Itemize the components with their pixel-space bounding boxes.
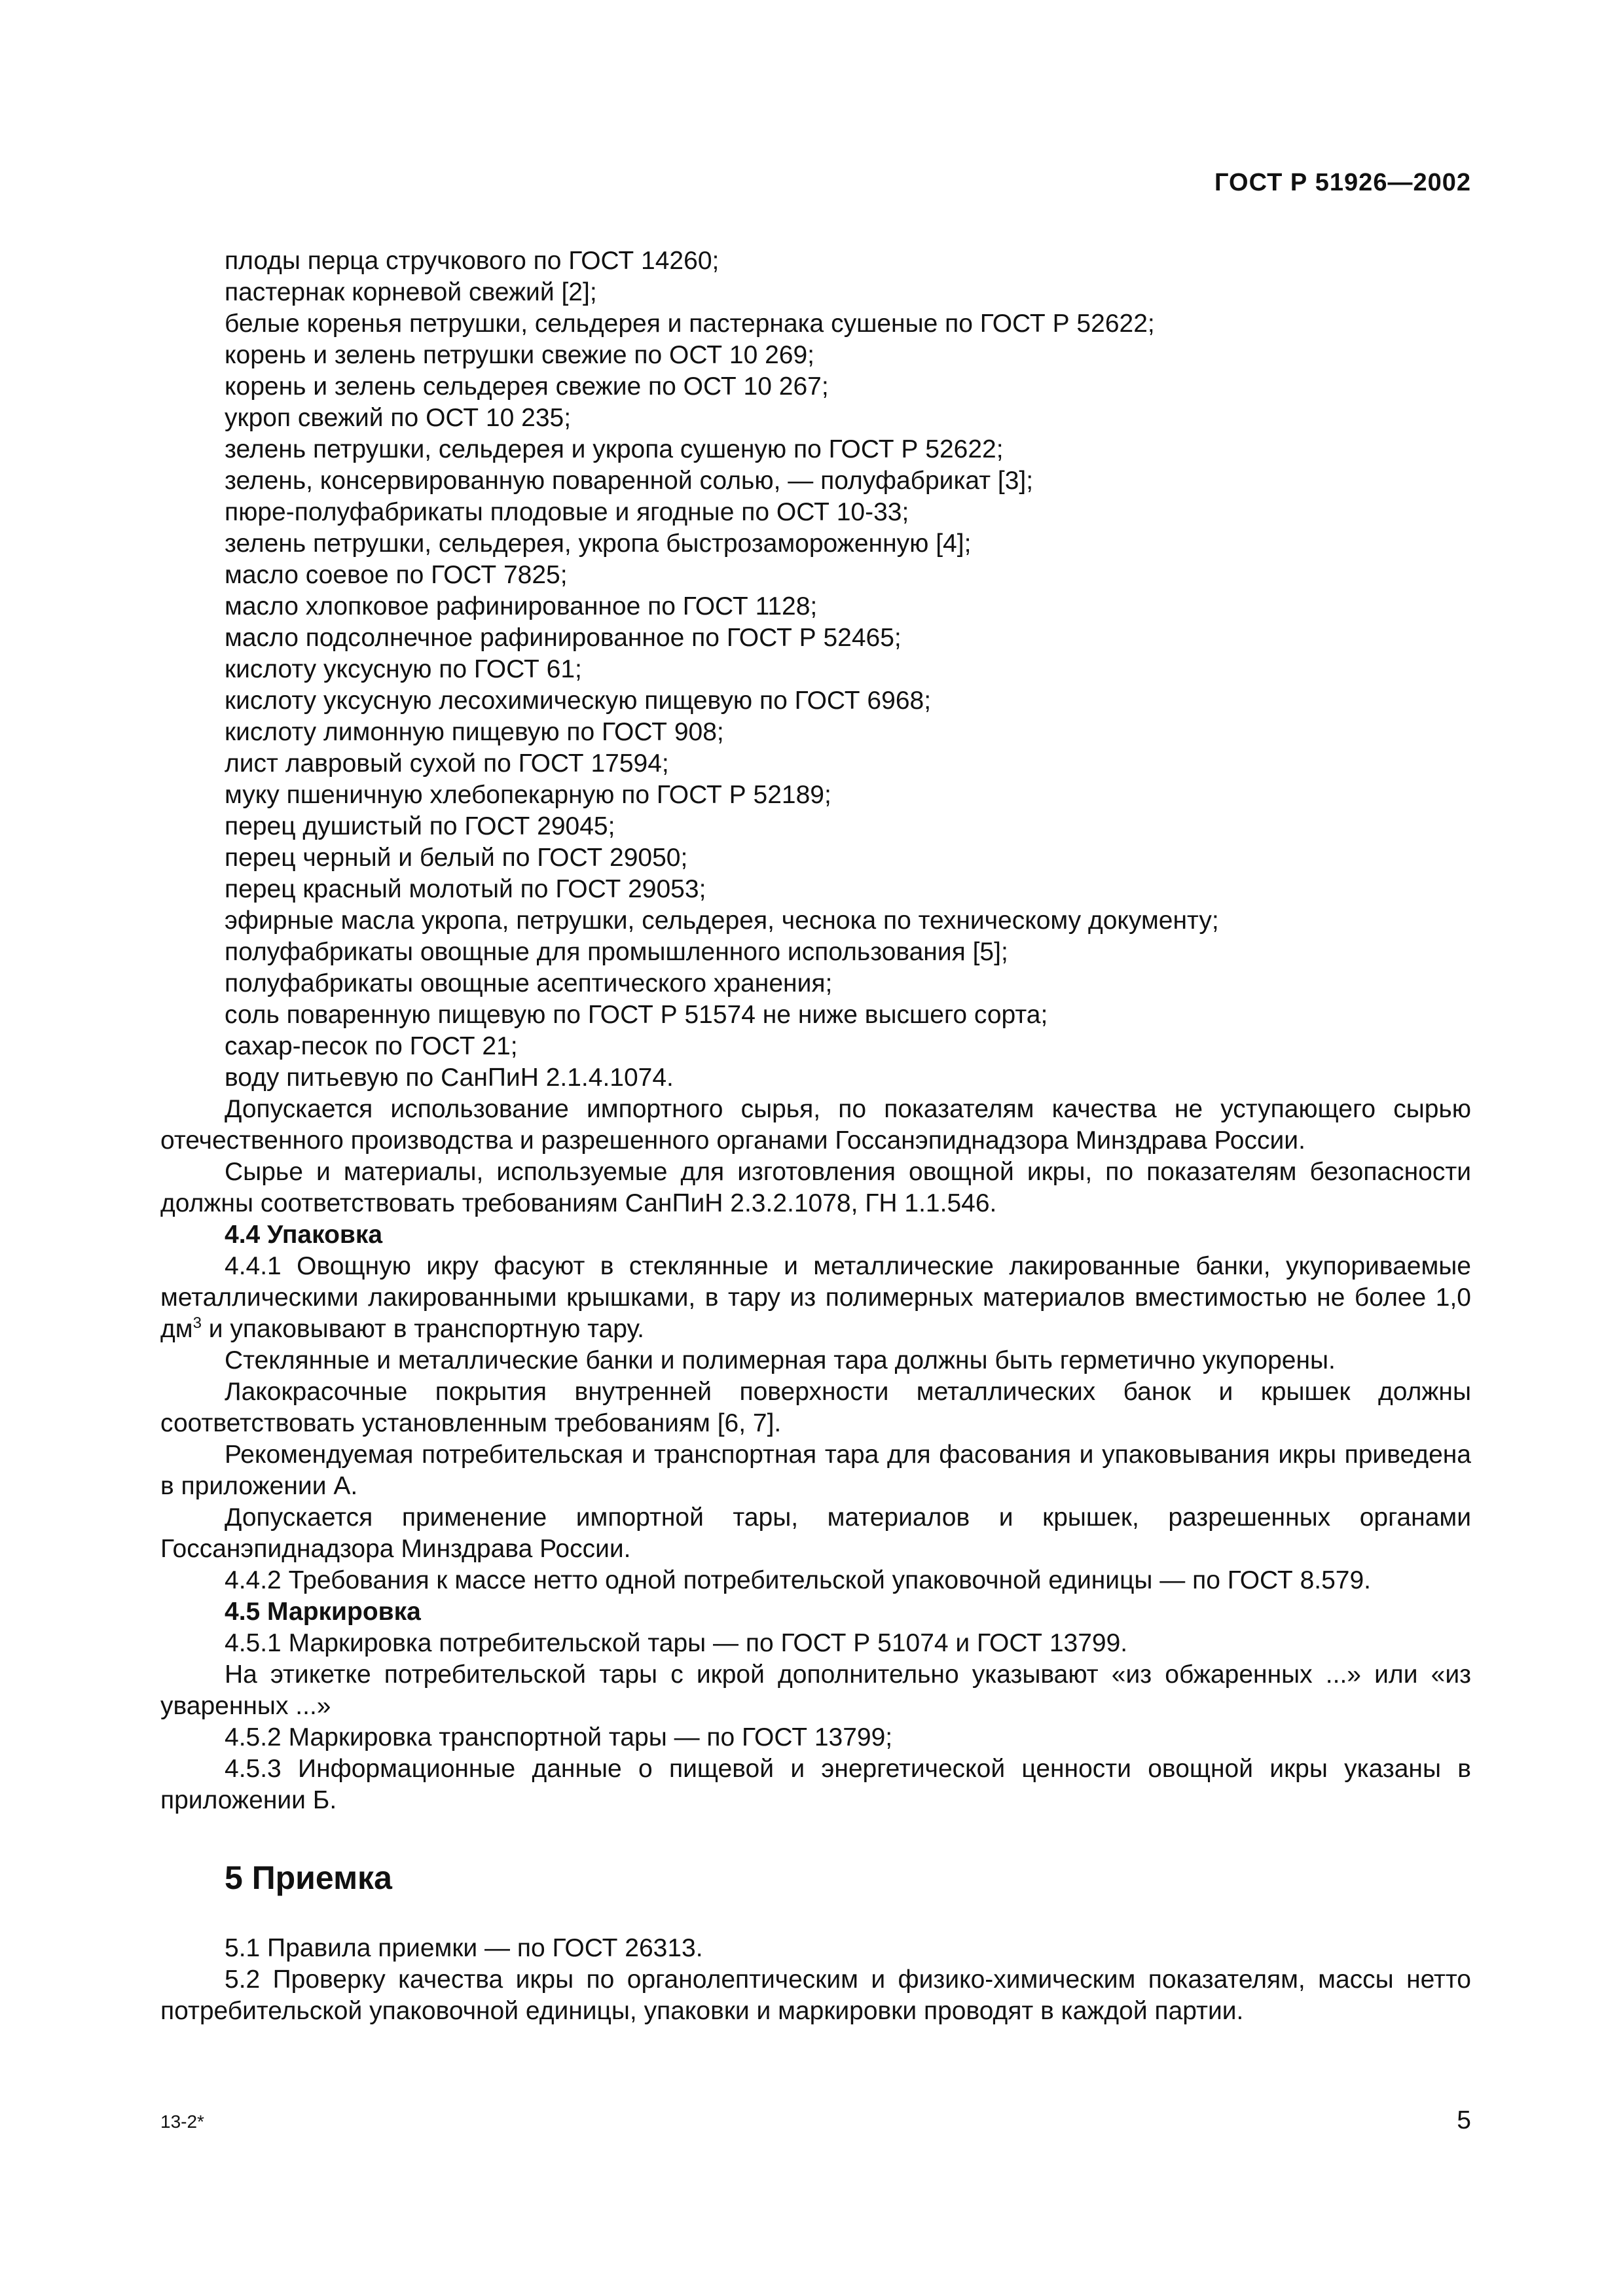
list-item: зелень петрушки, сельдерея и укропа сушеную по ГОСТ Р 52622; [225,435,1004,463]
paragraph-import-tara: Допускается применение импортной тары, материалов и крышек, разрешенных органами Госсанэпиднадзора Минздрава России. [160,1503,1471,1563]
list-item: укроп свежий по ОСТ 10 235; [225,404,572,432]
list-item: эфирные масла укропа, петрушки, сельдерея, чеснока по техническому документу; [225,906,1219,935]
list-item: перец душистый по ГОСТ 29045; [225,812,615,840]
document-header: ГОСТ Р 51926—2002 [1214,169,1471,196]
list-item: пастернак корневой свежий [2]; [225,278,597,306]
list-item: пюре-полуфабрикаты плодовые и ягодные по ОСТ 10-33; [225,498,909,526]
list-item: полуфабрикаты овощные для промышленного использования [5]; [225,938,1008,966]
list-item: кислоту лимонную пищевую по ГОСТ 908; [225,718,724,746]
list-item: перец черный и белый по ГОСТ 29050; [225,844,688,872]
paragraph-label: На этикетке потребительской тары с икрой дополнительно указывают «из обжаренных ...» или «из уваренных ...» [160,1660,1471,1720]
list-item: перец красный молотый по ГОСТ 29053; [225,875,706,903]
paragraph-4-5-2: 4.5.2 Маркировка транспортной тары — по ГОСТ 13799; [225,1723,893,1751]
document-body [160,245,1471,2027]
list-item: муку пшеничную хлебопекарную по ГОСТ Р 52189; [225,781,831,809]
list-item: плоды перца стручкового по ГОСТ 14260; [225,247,720,275]
page-number: 5 [1457,2106,1471,2134]
paragraph-coatings: Лакокрасочные покрытия внутренней поверхности металлических банок и крышек должны соответствовать установленным требованиям [6, 7]. [160,1378,1471,1437]
paragraph-4-4-1: 4.4.1 Овощную икру фасуют в стеклянные и металлические лакированные банки, укупориваемые металлическими лакированными крышками, в тару из полимерных материалов вместимостью не более 1,0 $дм^3$ и упаковывают в транспортную тару. [160,1252,1471,1343]
list-item: кислоту уксусную лесохимическую пищевую по ГОСТ 6968; [225,687,932,715]
list-item: масло хлопковое рафинированное по ГОСТ 1128; [225,592,818,620]
paragraph-4-5-1: 4.5.1 Маркировка потребительской тары — по ГОСТ Р 51074 и ГОСТ 13799. [225,1629,1128,1657]
list-item: полуфабрикаты овощные асептического хранения; [225,969,833,997]
list-item: масло подсолнечное рафинированное по ГОСТ Р 52465; [225,624,902,652]
paragraph-4-5-3: 4.5.3 Информационные данные о пищевой и энергетической ценности овощной икры указаны в приложении Б. [160,1755,1471,1814]
paragraph-5-1: 5.1 Правила приемки — по ГОСТ 26313. [225,1934,703,1962]
paragraph-hermetic: Стеклянные и металлические банки и полимерная тара должны быть герметично укупорены. [225,1346,1336,1374]
list-item: белые коренья петрушки, сельдерея и пастернака сушеные по ГОСТ Р 52622; [225,310,1155,338]
paragraph-5-2: 5.2 Проверку качества икры по органолептическим и физико-химическим показателям, массы нетто потребительской упаковочной единицы, упаковки и маркировки проводят в каждой партии. [160,1965,1471,2025]
paragraph-safety: Сырье и материалы, используемые для изготовления овощной икры, по показателям безопасности должны соответствовать требованиям СанПиН 2.3.2.1078, ГН 1.1.546. [160,1158,1471,1217]
list-item: зелень петрушки, сельдерея, укропа быстрозамороженную [4]; [225,529,972,558]
list-item: лист лавровый сухой по ГОСТ 17594; [225,749,669,778]
sheet-mark: 13-2* [160,2111,204,2132]
list-item: кислоту уксусную по ГОСТ 61; [225,655,582,683]
list-item: соль поваренную пищевую по ГОСТ Р 51574 не ниже высшего сорта; [225,1001,1048,1029]
list-item: масло соевое по ГОСТ 7825; [225,561,568,589]
paragraph-import-raw: Допускается использование импортного сырья, по показателям качества не уступающего сырью отечественного производства и разрешенного органами Госсанэпиднадзора Минздрава России. [160,1095,1471,1155]
materials-list [160,245,1471,1094]
section-heading-acceptance: 5 Приемка [225,1859,392,1896]
list-item: корень и зелень сельдерея свежие по ОСТ 10 267; [225,372,829,401]
subsection-heading-marking: 4.5 Маркировка [225,1598,421,1626]
list-item: воду питьевую по СанПиН 2.1.4.1074. [225,1064,674,1092]
list-item: сахар-песок по ГОСТ 21; [225,1032,518,1060]
list-item: зелень, консервированную поваренной солью, — полуфабрикат [3]; [225,467,1034,495]
paragraph-4-4-2: 4.4.2 Требования к массе нетто одной потребительской упаковочной единицы — по ГОСТ 8.579. [225,1566,1372,1594]
subsection-heading-packaging: 4.4 Упаковка [225,1221,383,1249]
list-item: корень и зелень петрушки свежие по ОСТ 10 269; [225,341,815,369]
paragraph-recommended-tara: Рекомендуемая потребительская и транспортная тара для фасования и упаковывания икры приведена в приложении А. [160,1441,1471,1500]
